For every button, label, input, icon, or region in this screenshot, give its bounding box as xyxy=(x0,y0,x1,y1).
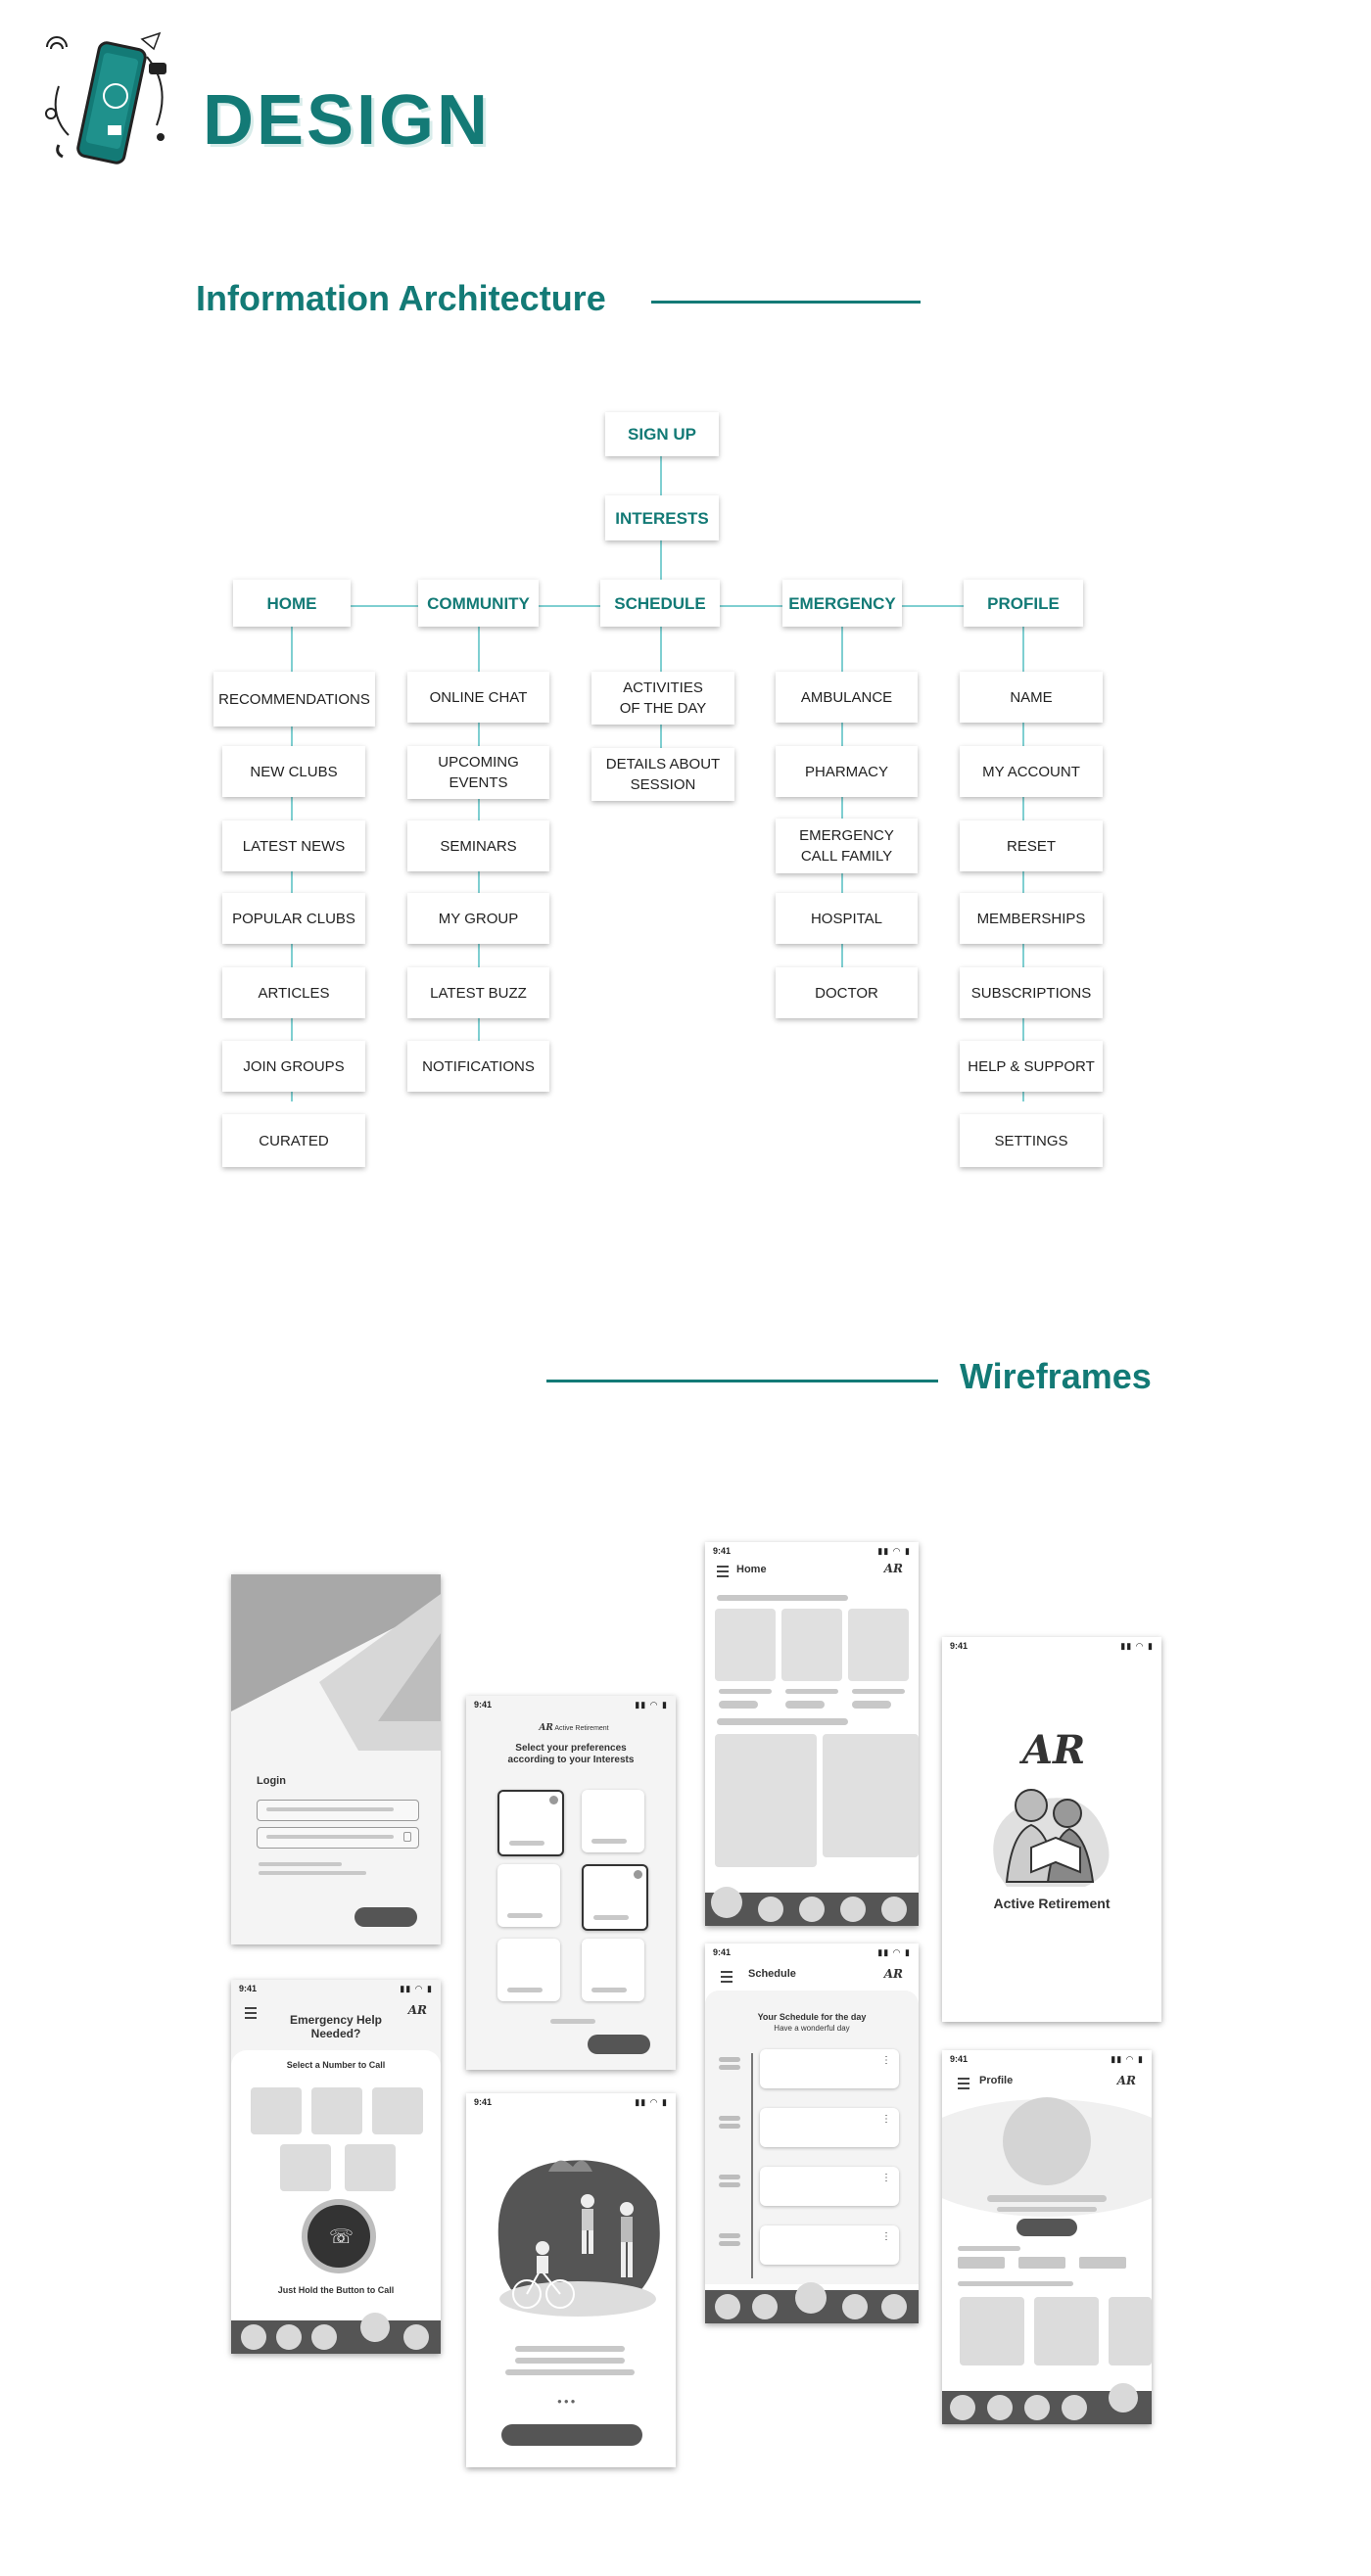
schedule-heading: Your Schedule for the day xyxy=(757,2012,867,2022)
ia-item-profile-0: NAME xyxy=(960,672,1103,723)
ia-item-profile-4: SUBSCRIPTIONS xyxy=(960,967,1103,1018)
login-title: Login xyxy=(257,1775,286,1787)
interest-tile-selected[interactable] xyxy=(582,1864,648,1931)
status-time: 9:41 xyxy=(950,1641,969,1651)
interest-tile-selected[interactable] xyxy=(497,1790,564,1856)
ar-logo-icon: AR xyxy=(883,1967,903,1981)
wireframes-title: Wireframes xyxy=(960,1356,1152,1396)
home-card[interactable] xyxy=(781,1609,842,1681)
wireframe-login xyxy=(231,1574,441,1944)
status-time: 9:41 xyxy=(713,1947,732,1957)
wireframe-splash xyxy=(942,1637,1161,2022)
preferences-brand: AR Active Retirement xyxy=(539,1723,609,1733)
status-time: 9:41 xyxy=(239,1984,258,1993)
wireframe-schedule xyxy=(705,1944,919,2323)
menu-icon[interactable] xyxy=(717,1566,729,1577)
ia-node-interests: INTERESTS xyxy=(605,495,719,540)
call-button[interactable] xyxy=(302,2199,376,2273)
preferences-heading: Select your preferences according to your Interests xyxy=(507,1743,635,1765)
ia-item-community-2: SEMINARS xyxy=(407,820,549,871)
wireframes-title-line xyxy=(546,1380,938,1382)
wireframe-emergency xyxy=(231,1980,441,2354)
ar-logo-icon: AR xyxy=(407,2003,427,2017)
preferences-continue-button[interactable] xyxy=(588,2035,650,2054)
menu-icon[interactable] xyxy=(721,1971,733,1983)
ia-item-home-2: LATEST NEWS xyxy=(222,820,365,871)
schedule-item[interactable]: ⋮ xyxy=(760,2167,899,2206)
home-title: Home xyxy=(736,1564,767,1575)
schedule-subheading: Have a wonderful day xyxy=(774,2024,850,2033)
wireframe-preferences xyxy=(466,1696,676,2070)
ia-col-title-emergency: EMERGENCY xyxy=(782,580,902,627)
ia-item-home-1: NEW CLUBS xyxy=(222,746,365,797)
status-time: 9:41 xyxy=(474,1700,493,1710)
lock-icon xyxy=(403,1832,411,1842)
status-icons: ▮▮ ◠ ▮ xyxy=(400,1984,433,1993)
edit-profile-button[interactable] xyxy=(1016,2219,1077,2236)
home-feature-card[interactable] xyxy=(823,1734,919,1857)
contact-tile[interactable] xyxy=(372,2087,423,2134)
ar-logo-icon: AR xyxy=(1116,2074,1136,2087)
schedule-title: Schedule xyxy=(748,1968,796,1980)
status-icons: ▮▮ ◠ ▮ xyxy=(635,2097,668,2107)
splash-logo: AR xyxy=(1022,1727,1086,1773)
ia-item-community-1: UPCOMING EVENTS xyxy=(407,746,549,799)
contact-tile[interactable] xyxy=(311,2087,362,2134)
status-icons: ▮▮ ◠ ▮ xyxy=(635,1700,668,1710)
interest-tile[interactable] xyxy=(497,1939,560,2001)
phone-illustration-icon xyxy=(39,27,176,174)
ia-item-community-5: NOTIFICATIONS xyxy=(407,1041,549,1092)
ia-col-title-home: HOME xyxy=(233,580,351,627)
ia-col-title-community: COMMUNITY xyxy=(418,580,539,627)
ia-item-home-3: POPULAR CLUBS xyxy=(222,893,365,944)
phone-icon: ☏ xyxy=(329,2226,355,2248)
ia-item-community-0: ONLINE CHAT xyxy=(407,672,549,723)
ia-item-community-4: LATEST BUZZ xyxy=(407,967,549,1018)
menu-icon[interactable] xyxy=(958,2078,969,2089)
ia-item-community-3: MY GROUP xyxy=(407,893,549,944)
profile-title: Profile xyxy=(979,2075,1014,2086)
ia-item-home-0: RECOMMENDATIONS xyxy=(213,672,375,726)
home-card[interactable] xyxy=(715,1609,776,1681)
ia-item-profile-2: RESET xyxy=(960,820,1103,871)
ia-item-home-6: CURATED xyxy=(222,1114,365,1167)
schedule-item[interactable]: ⋮ xyxy=(760,2225,899,2265)
status-icons: ▮▮ ◠ ▮ xyxy=(1120,1641,1154,1651)
profile-avatar[interactable] xyxy=(1003,2097,1091,2185)
status-time: 9:41 xyxy=(713,1546,732,1556)
ia-col-title-schedule: SCHEDULE xyxy=(600,580,720,627)
wireframe-home xyxy=(705,1542,919,1926)
seniors-reading-illustration-icon xyxy=(977,1764,1124,1892)
ia-item-profile-3: MEMBERSHIPS xyxy=(960,893,1103,944)
emergency-heading: Emergency Help Needed? xyxy=(289,2013,383,2040)
ia-node-signup: SIGN UP xyxy=(605,412,719,456)
splash-caption: Active Retirement xyxy=(993,1896,1111,1911)
ia-item-schedule-0: ACTIVITIES OF THE DAY xyxy=(591,672,734,725)
interest-tile[interactable] xyxy=(582,1790,644,1852)
contact-tile[interactable] xyxy=(251,2087,302,2134)
status-time: 9:41 xyxy=(474,2097,493,2107)
ia-item-emergency-4: DOCTOR xyxy=(776,967,918,1018)
ia-col-title-profile: PROFILE xyxy=(964,580,1083,627)
ia-item-emergency-1: PHARMACY xyxy=(776,746,918,797)
contact-tile[interactable] xyxy=(280,2144,331,2191)
ia-item-schedule-1: DETAILS ABOUT SESSION xyxy=(591,748,734,801)
profile-card[interactable] xyxy=(1034,2297,1099,2365)
emergency-select-label: Select a Number to Call xyxy=(286,2060,386,2070)
ia-item-emergency-3: HOSPITAL xyxy=(776,893,918,944)
ia-item-emergency-0: AMBULANCE xyxy=(776,672,918,723)
home-card[interactable] xyxy=(848,1609,909,1681)
menu-icon[interactable] xyxy=(245,2007,257,2019)
status-icons: ▮▮ ◠ ▮ xyxy=(1111,2054,1144,2064)
pager-dots: ●●● xyxy=(557,2397,578,2406)
status-icons: ▮▮ ◠ ▮ xyxy=(877,1947,911,1957)
ia-title-line xyxy=(651,301,921,304)
interest-tile[interactable] xyxy=(582,1939,644,2001)
ia-item-home-5: JOIN GROUPS xyxy=(222,1041,365,1092)
timeline xyxy=(751,2053,753,2278)
design-title: DESIGN xyxy=(203,81,492,160)
wireframe-profile xyxy=(942,2050,1152,2424)
ia-title: Information Architecture xyxy=(196,278,606,318)
ia-item-profile-5: HELP & SUPPORT xyxy=(960,1041,1103,1092)
ia-item-emergency-2: EMERGENCY CALL FAMILY xyxy=(776,819,918,873)
wireframe-onboarding xyxy=(466,2093,676,2467)
ia-item-profile-1: MY ACCOUNT xyxy=(960,746,1103,797)
schedule-item[interactable]: ⋮ xyxy=(760,2049,899,2088)
home-feature-card[interactable] xyxy=(715,1734,817,1867)
profile-card[interactable] xyxy=(1109,2297,1152,2365)
status-icons: ▮▮ ◠ ▮ xyxy=(877,1546,911,1556)
schedule-item[interactable]: ⋮ xyxy=(760,2108,899,2147)
login-submit-button[interactable] xyxy=(355,1907,417,1927)
status-time: 9:41 xyxy=(950,2054,969,2064)
ia-item-profile-6: SETTINGS xyxy=(960,1114,1103,1167)
seniors-activity-illustration-icon xyxy=(480,2132,666,2328)
onboarding-next-button[interactable] xyxy=(501,2424,642,2446)
ia-item-home-4: ARTICLES xyxy=(222,967,365,1018)
contact-tile[interactable] xyxy=(345,2144,396,2191)
emergency-hold-label: Just Hold the Button to Call xyxy=(277,2285,395,2295)
interest-tile[interactable] xyxy=(497,1864,560,1927)
profile-card[interactable] xyxy=(960,2297,1024,2365)
ar-logo-icon: AR xyxy=(883,1562,903,1575)
